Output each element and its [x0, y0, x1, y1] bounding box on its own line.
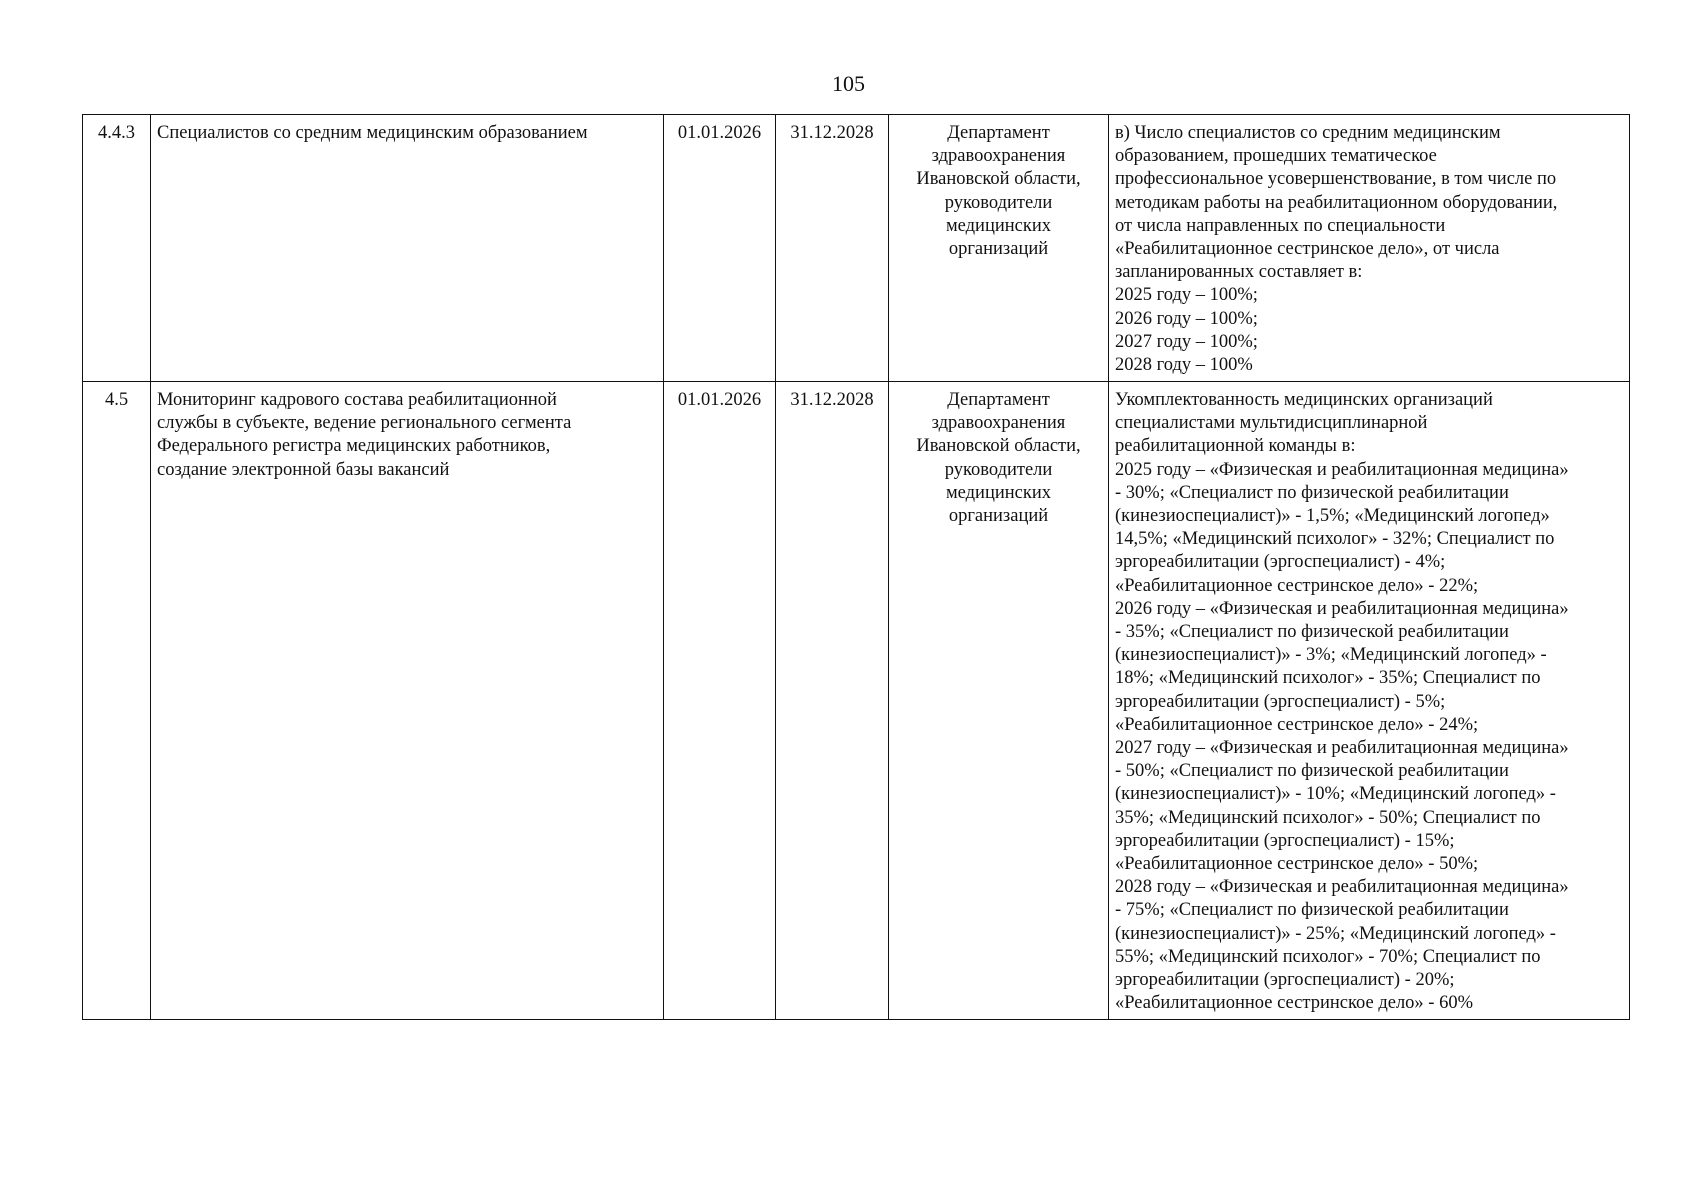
text-line: - 30%; «Специалист по физической реабилитации [1115, 482, 1509, 503]
text-line: 2027 году – «Физическая и реабилитационная медицина» [1115, 738, 1569, 759]
expected-result [1109, 382, 1630, 1020]
text-line: руководители [944, 459, 1053, 480]
table-row [83, 382, 1630, 1020]
text-line: 35%; «Медицинский психолог» - 50%; Специалист по [1115, 807, 1541, 828]
start-date: 01.01.2026 [664, 382, 776, 1020]
text-line: здравоохранения [931, 146, 1066, 167]
measures-table [82, 114, 1630, 1020]
text-line: 2026 году – 100%; [1115, 308, 1258, 329]
text-line: медицинских [945, 482, 1052, 503]
end-date: 31.12.2028 [776, 382, 889, 1020]
text-line: образованием, прошедших тематическое [1115, 146, 1437, 167]
text-line: (кинезиоспециалист)» - 25%; «Медицинский логопед» - [1115, 923, 1556, 944]
text-line: запланированных составляет в: [1115, 262, 1363, 283]
text-line: эргореабилитации (эргоспециалист) - 20%; [1115, 970, 1455, 991]
text-line: - 35%; «Специалист по физической реабилитации [1115, 622, 1509, 643]
start-date: 01.01.2026 [664, 115, 776, 382]
text-line: здравоохранения [931, 413, 1066, 434]
item-number: 4.5 [83, 382, 151, 1020]
responsible-executors [889, 382, 1109, 1020]
text-line: Ивановской области, [916, 169, 1081, 190]
text-line: организаций [948, 506, 1049, 527]
text-line: (кинезиоспециалист)» - 3%; «Медицинский логопед» - [1115, 645, 1547, 666]
text-line: Ивановской области, [916, 436, 1081, 457]
text-line: «Реабилитационное сестринское дело» - 60% [1115, 993, 1474, 1014]
text-line: эргореабилитации (эргоспециалист) - 5%; [1115, 691, 1446, 712]
text-line: - 75%; «Специалист по физической реабилитации [1115, 900, 1509, 921]
text-line: реабилитационной команды в: [1115, 436, 1356, 457]
responsible-executors [889, 115, 1109, 382]
text-line: от числа направленных по специальности [1115, 215, 1446, 236]
measure-name [151, 115, 664, 382]
text-line: профессиональное усовершенствование, в том числе по [1115, 169, 1557, 190]
text-line: 2025 году – «Физическая и реабилитационная медицина» [1115, 459, 1569, 480]
expected-result [1109, 115, 1630, 382]
text-line: организаций [948, 239, 1049, 260]
text-line: «Реабилитационное сестринское дело» - 24%; [1115, 714, 1479, 735]
text-line: медицинских [945, 215, 1052, 236]
page-number: 105 [832, 71, 865, 96]
text-line: в) Число специалистов со средним медицинским [1115, 123, 1501, 143]
item-number: 4.4.3 [83, 115, 151, 382]
text-line: «Реабилитационное сестринское дело» - 22%; [1115, 575, 1479, 596]
text-line: эргореабилитации (эргоспециалист) - 4%; [1115, 552, 1446, 573]
text-line: Департамент [947, 123, 1050, 143]
text-line: Укомплектованность медицинских организаций [1115, 390, 1493, 410]
text-line: «Реабилитационное сестринское дело» - 50%; [1115, 854, 1479, 875]
text-line: Федерального регистра медицинских работников, [157, 436, 551, 457]
text-line: (кинезиоспециалист)» - 10%; «Медицинский логопед» - [1115, 784, 1556, 805]
text-line: 2028 году – 100% [1115, 355, 1253, 376]
text-line: службы в субъекте, ведение регионального сегмента [157, 413, 572, 434]
text-line: 2028 году – «Физическая и реабилитационная медицина» [1115, 877, 1569, 898]
text-line: - 50%; «Специалист по физической реабилитации [1115, 761, 1509, 782]
text-line: создание электронной базы вакансий [157, 459, 450, 480]
text-line: методикам работы на реабилитационном оборудовании, [1115, 192, 1558, 213]
text-line: 14,5%; «Медицинский психолог» - 32%; Специалист по [1115, 529, 1555, 550]
text-line: руководители [944, 192, 1053, 213]
text-line: «Реабилитационное сестринское дело», от числа [1115, 239, 1500, 260]
table-row [83, 115, 1630, 382]
text-line: 2027 году – 100%; [1115, 331, 1258, 352]
text-line: 2025 году – 100%; [1115, 285, 1258, 306]
text-line: 2026 году – «Физическая и реабилитационная медицина» [1115, 598, 1569, 619]
end-date: 31.12.2028 [776, 115, 889, 382]
text-line: Мониторинг кадрового состава реабилитационной [157, 390, 557, 410]
text-line: Департамент [947, 390, 1050, 410]
measure-name [151, 382, 664, 1020]
text-line: Специалистов со средним медицинским образованием [157, 123, 588, 143]
text-line: 18%; «Медицинский психолог» - 35%; Специалист по [1115, 668, 1541, 689]
text-line: специалистами мультидисциплинарной [1115, 413, 1428, 434]
text-line: 55%; «Медицинский психолог» - 70%; Специалист по [1115, 946, 1541, 967]
text-line: (кинезиоспециалист)» - 1,5%; «Медицинский логопед» [1115, 506, 1550, 527]
text-line: эргореабилитации (эргоспециалист) - 15%; [1115, 830, 1455, 851]
